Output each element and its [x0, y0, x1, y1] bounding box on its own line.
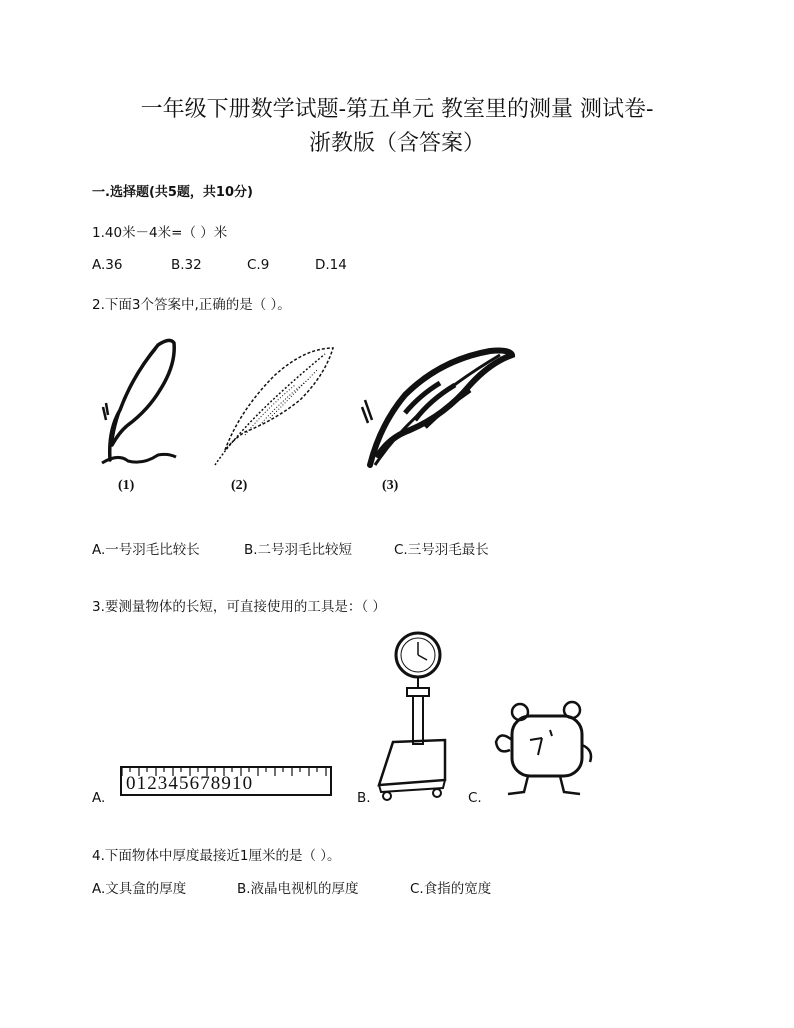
- q3-option-c: C.: [468, 790, 482, 806]
- q4-option-b: B.液晶电视机的厚度: [237, 881, 359, 897]
- q2-option-c: C.三号羽毛最长: [394, 542, 489, 558]
- q2-stem: 2.下面3个答案中,正确的是（ ）。: [92, 297, 291, 313]
- q2-option-a: A.一号羽毛比较长: [92, 542, 200, 558]
- feather-2-label: (2): [231, 478, 248, 493]
- page-title-line1: 一年级下册数学试题-第五单元 教室里的测量 测试卷-: [140, 97, 654, 122]
- q1-option-c: C.9: [247, 257, 270, 273]
- ruler-figure: [120, 766, 332, 796]
- feather-3-label: (3): [382, 478, 399, 493]
- alarm-clock-figure: [490, 700, 605, 800]
- q1-option-d: D.14: [315, 257, 347, 273]
- q4-stem: 4.下面物体中厚度最接近1厘米的是（ ）。: [92, 848, 341, 864]
- scale-figure: [375, 630, 455, 802]
- page-title-line2: 浙教版（含答案）: [308, 131, 485, 156]
- ruler-digits: 012345678910: [126, 773, 254, 794]
- q4-option-a: A.文具盒的厚度: [92, 881, 187, 897]
- q3-stem: 3.要测量物体的长短，可直接使用的工具是：（ ）: [92, 599, 386, 615]
- feather-1-label: (1): [118, 478, 135, 493]
- feather-2-figure: [205, 340, 340, 470]
- q4-option-c: C.食指的宽度: [410, 881, 492, 897]
- q3-option-b: B.: [357, 790, 371, 806]
- feather-1-figure: [98, 335, 178, 475]
- q1-option-b: B.32: [171, 257, 202, 273]
- q1-option-a: A.36: [92, 257, 123, 273]
- q1-stem: 1.40米－4米=（ ）米: [92, 225, 228, 241]
- section-heading: 一.选择题(共5题，共10分): [92, 185, 253, 200]
- feather-3-figure: [360, 345, 515, 470]
- q2-option-b: B.二号羽毛比较短: [244, 542, 353, 558]
- q3-option-a: A.: [92, 790, 106, 806]
